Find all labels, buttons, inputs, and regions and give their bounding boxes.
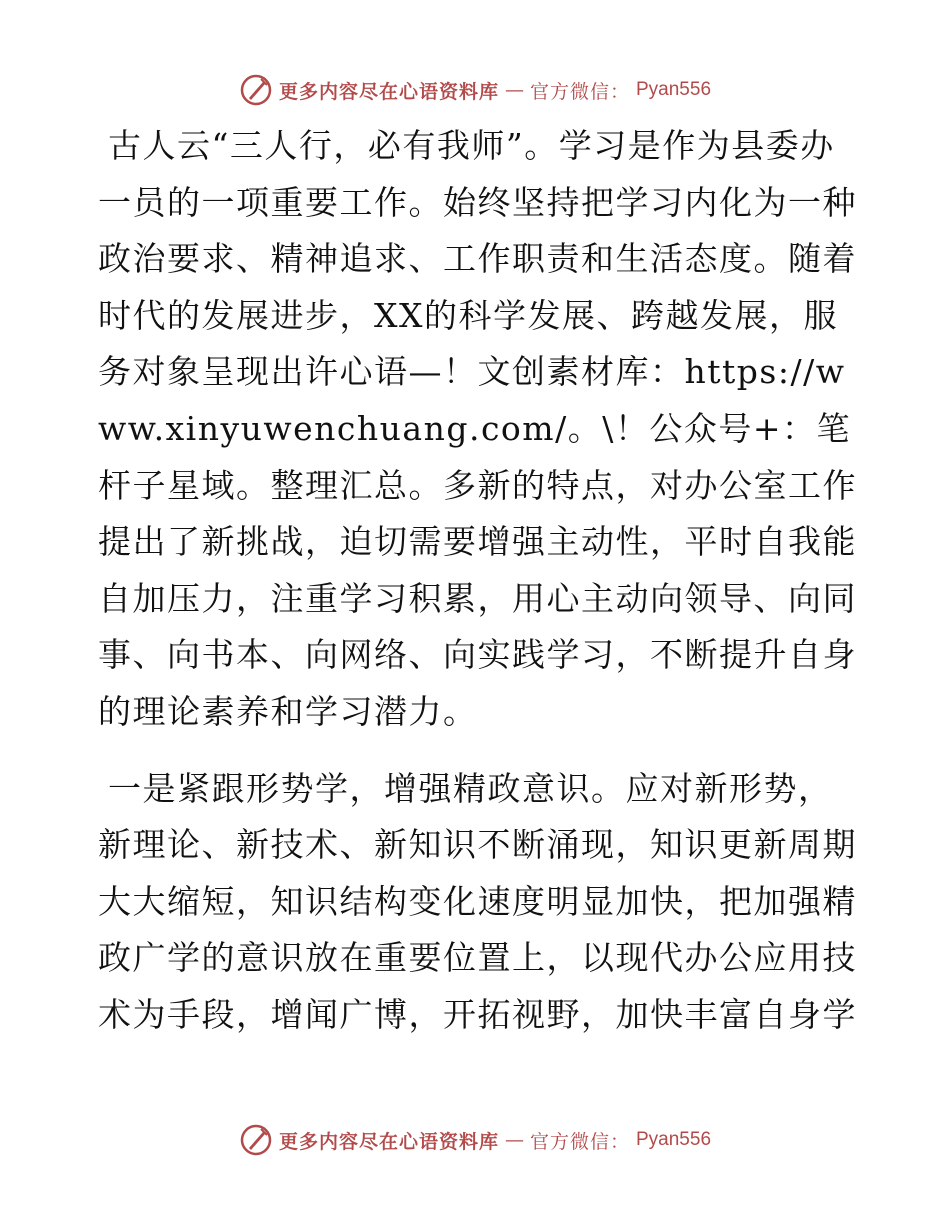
quill-logo-icon <box>239 73 273 107</box>
banner-wechat-label: 官方微信： <box>529 1130 630 1153</box>
banner-wechat-id: Pyan556 <box>636 79 712 100</box>
banner-separator: — <box>504 1129 524 1151</box>
header-banner <box>0 70 950 110</box>
banner-separator: — <box>504 79 524 101</box>
banner-promo-text: 更多内容尽在心语资料库 <box>278 1130 499 1153</box>
document-body <box>98 118 858 1044</box>
paragraph-first-point: 一是紧跟形势学，增强精政意识。应对新形势，新理论、新技术、新知识不断涌现，知识更新周期大大缩短，知识结构变化速度明显加快，把加强精政广学的意识放在重要位置上，以现代办公应用技术为手段，增闻广博，开拓视野，加快丰富自身学 <box>98 768 857 1034</box>
banner-wechat-id: Pyan556 <box>636 1129 712 1150</box>
footer-banner <box>0 1120 950 1160</box>
banner-promo-text: 更多内容尽在心语资料库 <box>278 80 499 103</box>
paragraph-intro: 古人云“三人行，必有我师”。学习是作为县委办一员的一项重要工作。始终坚持把学习内化为一种政治要求、精神追求、工作职责和生活态度。随着时代的发展进步，XX的科学发展、跨越发展，服务对象呈现出许心语—！文创素材库：https://www.xinyuwenchuang.com/。\！公众号+：笔杆子星域。整理汇总。多新的特点，对办公室工作提出了新挑战，迫切需要增强主动性，平时自我能自加压力，注重学习积累，用心主动向领导、向同事、向书本、向网络、向实践学习，不断提升自身的理论素养和学习潜力。 <box>98 126 857 731</box>
quill-logo-icon <box>239 1123 273 1157</box>
banner-wechat-label: 官方微信： <box>529 80 630 103</box>
